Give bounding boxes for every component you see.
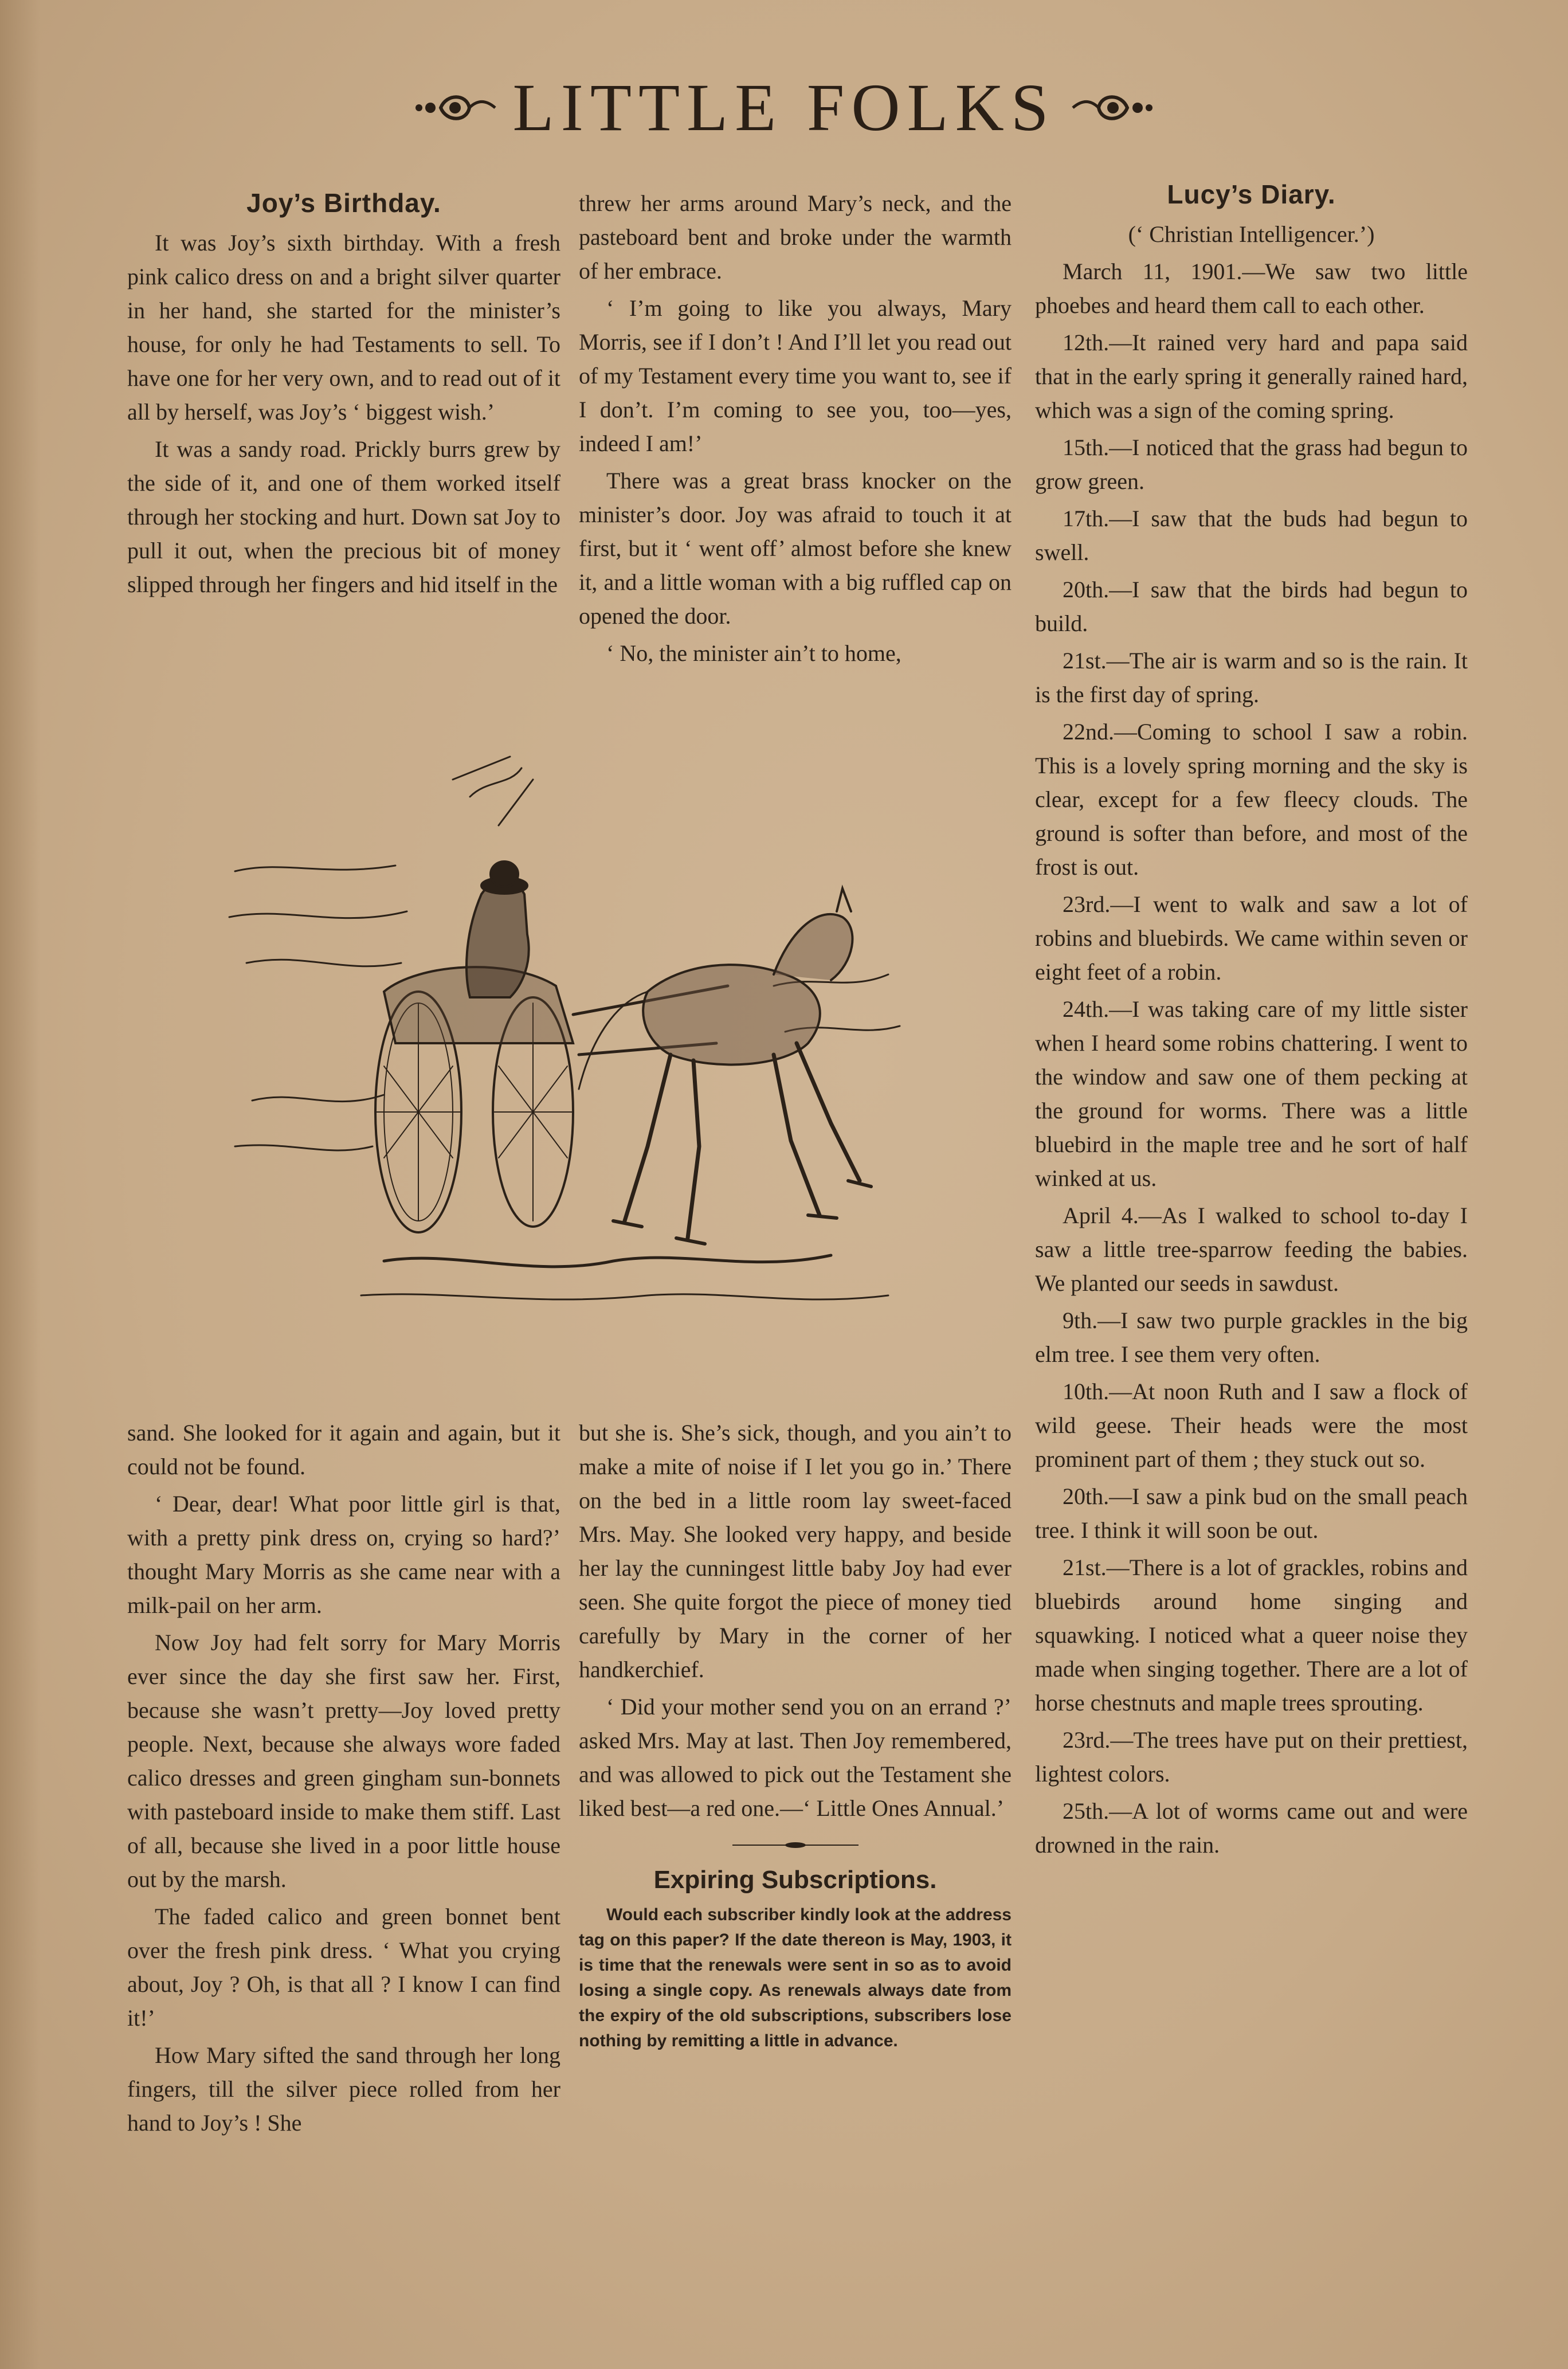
diary-entry: 15th.—I noticed that the grass had begun to grow green. <box>1035 434 1468 494</box>
masthead-title: LITTLE FOLKS <box>512 70 1056 145</box>
horse-and-buggy-illustration <box>212 745 974 1376</box>
diary-entry: 20th.—I saw that the birds had begun to build. <box>1035 577 1468 636</box>
diary-entry: 21st.—The air is warm and so is the rain. It is the first day of spring. <box>1035 648 1468 707</box>
story-paragraph: ‘ I’m going to like you always, Mary Morris, see if I don’t ! And I’ll let you read out of my Testament every time you want to, see if I don’t. I’m coming to see you, too—yes, indeed I am!’ <box>579 295 1012 456</box>
lucys-diary-column <box>1035 178 1468 1865</box>
section-divider <box>732 1841 859 1849</box>
page-edge-shadow <box>0 0 40 2369</box>
diary-entry: March 11, 1901.—We saw two little phoebes and heard them call to each other. <box>1035 259 1468 318</box>
joys-birthday-continued-bottom <box>579 1416 1012 2057</box>
joys-birthday-continued-top <box>579 186 1012 673</box>
story-paragraph: It was Joy’s sixth birthday. With a fresh pink calico dress on and a bright silver quarter in her hand, she started for the minister’s house, for only he had Testaments to sell. To have one for her very own, and to read out of it all by herself, was Joy’s ‘ biggest wish.’ <box>127 230 560 425</box>
diary-entry: 21st.—There is a lot of grackles, robins and bluebirds around home singing and squawking. I noticed what a queer noise they made when singing together. There are a lot of horse chestnuts and maple trees sprouting. <box>1035 1554 1468 1716</box>
story-paragraph: The faded calico and green bonnet bent over the fresh pink dress. ‘ What you crying about, Joy ? Oh, is that all ? I know I can find it!’ <box>127 1904 560 2031</box>
story-paragraph: threw her arms around Mary’s neck, and the pasteboard bent and broke under the warmth of her embrace. <box>579 190 1012 284</box>
diary-entry: 12th.—It rained very hard and papa said that in the early spring it generally rained hard, which was a sign of the coming spring. <box>1035 330 1468 423</box>
diary-entry: 24th.—I was taking care of my little sister when I heard some robins chattering. I went to the window and saw one of them pecking at the ground for worms. There was a little bluebird in the maple tree and he sort of half winked at us. <box>1035 996 1468 1191</box>
story-paragraph: How Mary sifted the sand through her long fingers, till the silver piece rolled from her hand to Joy’s ! She <box>127 2042 560 2136</box>
story-paragraph: sand. She looked for it again and again, but it could not be found. <box>127 1420 560 1479</box>
story-paragraph: There was a great brass knocker on the minister’s door. Joy was afraid to touch it at first, but it ‘ went off’ almost before she knew it, and a little woman with a big ruffled cap on opened the door. <box>579 468 1012 629</box>
story-paragraph: ‘ Dear, dear! What poor little girl is that, with a pretty pink dress on, crying so hard?’ thought Mary Morris as she came near with a milk-pail on her arm. <box>127 1491 560 1618</box>
diary-entry: 23rd.—I went to walk and saw a lot of robins and bluebirds. We came within seven or eight feet of a robin. <box>1035 891 1468 985</box>
story-paragraph: but she is. She’s sick, though, and you ain’t to make a mite of noise if I let you go in.’ There on the bed in a little room lay sweet-faced Mrs. May. She looked very happy, and beside her lay the cunningest little baby Joy had ever seen. She quite forgot the piece of money tied carefully by Mary in the corner of her handkerchief. <box>579 1420 1012 1682</box>
masthead <box>0 69 1568 155</box>
diary-entry: 20th.—I saw a pink bud on the small peach tree. I think it will soon be out. <box>1035 1483 1468 1543</box>
story-paragraph: It was a sandy road. Prickly burrs grew by the side of it, and one of them worked itself through her stocking and hurt. Down sat Joy to pull it out, when the precious bit of money slipped through her fingers and hid itself in the <box>127 436 560 597</box>
masthead-row <box>412 69 1157 147</box>
story-paragraph: ‘ No, the minister ain’t to home, <box>606 640 901 666</box>
lucys-diary-title: Lucy’s Diary. <box>1167 179 1336 209</box>
lucys-diary-credit: (‘ Christian Intelligencer.’) <box>1128 221 1375 247</box>
diary-entry: April 4.—As I walked to school to-day I saw a little tree-sparrow feeding the babies. We planted our seeds in sawdust. <box>1035 1203 1468 1296</box>
joys-birthday-column-top <box>127 186 560 605</box>
story-paragraph: ‘ Did your mother send you on an errand ?’ asked Mrs. May at last. Then Joy remembered, and was allowed to pick out the Testament she liked best—a red one.—‘ Little Ones Annual.’ <box>579 1694 1012 1821</box>
diary-entry: 9th.—I saw two purple grackles in the big elm tree. I see them very often. <box>1035 1307 1468 1367</box>
diary-entry: 22nd.—Coming to school I saw a robin. This is a lovely spring morning and the sky is clear, except for a few fleecy clouds. The ground is softer than before, and most of the frost is out. <box>1035 719 1468 880</box>
story-paragraph: Now Joy had felt sorry for Mary Morris ever since the day she first saw her. First, because she wasn’t pretty—Joy loved pretty people. Next, because she always wore faded calico dresses and green gingham sun-bonnets with pasteboard inside to make them stiff. Last of all, because she lived in a poor little house out by the marsh. <box>127 1630 560 1892</box>
left-ornament-icon <box>412 88 498 128</box>
diary-entry: 17th.—I saw that the buds had begun to swell. <box>1035 506 1468 565</box>
expiring-subscriptions-title: Expiring Subscriptions. <box>653 1866 937 1894</box>
joys-birthday-column-bottom <box>127 1416 560 2143</box>
joys-birthday-title: Joy’s Birthday. <box>246 188 441 218</box>
diary-entry: 25th.—A lot of worms came out and were drowned in the rain. <box>1035 1798 1468 1858</box>
diary-entry: 23rd.—The trees have put on their prettiest, lightest colors. <box>1035 1727 1468 1787</box>
expiring-subscriptions-notice: Would each subscriber kindly look at the address tag on this paper? If the date thereon is May, 1903, it is time that the renewals were sent in so as to avoid losing a single copy. As renewals always date from the expiry of the old subscriptions, subscribers lose nothing by remitting a little in advance. <box>579 1905 1012 2050</box>
right-ornament-icon <box>1070 88 1156 128</box>
diary-entry: 10th.—At noon Ruth and I saw a flock of wild geese. Their heads were the most prominent part of them ; they stuck out so. <box>1035 1379 1468 1472</box>
